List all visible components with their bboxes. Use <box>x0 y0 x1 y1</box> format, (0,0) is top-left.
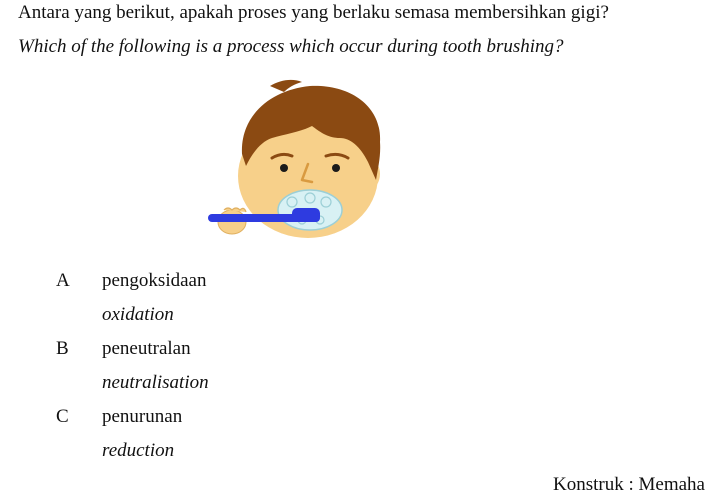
option-a-malay: pengoksidaan <box>102 270 207 291</box>
toothbrush-head <box>292 208 320 222</box>
option-b-letter: B <box>56 338 69 359</box>
option-c-malay: penurunan <box>102 406 183 427</box>
option-c-english: reduction <box>102 440 175 461</box>
boy-brushing-teeth-icon <box>200 76 390 246</box>
question-english: Which of the following is a process which occur during tooth brushing? <box>18 36 564 57</box>
question-malay: Antara yang berikut, apakah proses yang berlaku semasa membersihkan gigi? <box>18 2 609 23</box>
option-b-malay: peneutralan <box>102 338 191 359</box>
construct-label: Konstruk : Memaha <box>553 474 705 495</box>
option-a-english: oxidation <box>102 304 174 325</box>
option-c-letter: C <box>56 406 69 427</box>
right-eye <box>332 164 340 172</box>
option-a-letter: A <box>56 270 70 291</box>
left-eye <box>280 164 288 172</box>
option-b-english: neutralisation <box>102 372 209 393</box>
